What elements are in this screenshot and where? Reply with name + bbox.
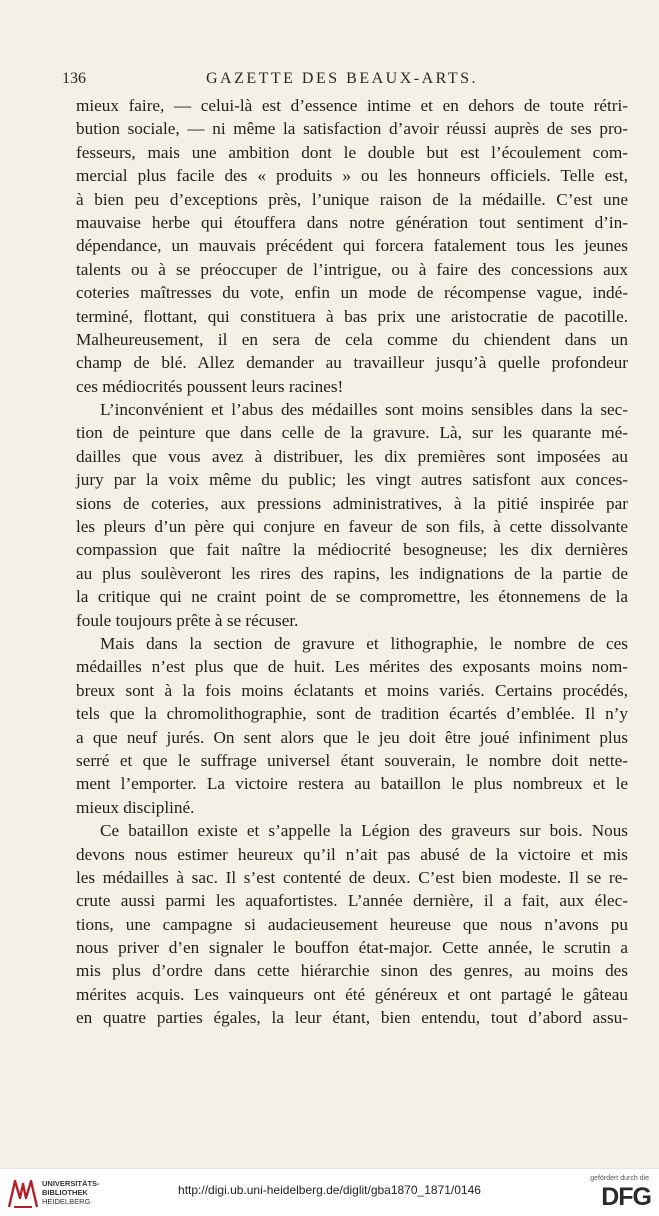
text-line: compassion que fait naître la médiocrité besogneuse; les dix dernières bbox=[76, 540, 628, 560]
paragraph bbox=[76, 819, 628, 1030]
text-line: crute aussi parmi les aquafortistes. L’année dernière, il a fait, aux élec- bbox=[76, 891, 628, 911]
text-line: en quatre parties égales, la leur étant, bien entendu, tout d’abord assu- bbox=[76, 1008, 628, 1028]
permalink-url[interactable]: http://digi.ub.uni-heidelberg.de/diglit/gba1870_1871/0146 bbox=[178, 1183, 481, 1197]
library-name-line: HEIDELBERG bbox=[42, 1197, 91, 1206]
text-line: dépendance, un mauvais précédent qui forcera fatalement tous les jeunes bbox=[76, 236, 628, 256]
paragraph bbox=[76, 632, 628, 819]
text-line: talents ou à se préoccuper de l’intrigue, ou à faire des concessions aux bbox=[76, 259, 628, 279]
text-line: mieux discipliné. bbox=[76, 797, 195, 817]
text-line: médailles n’est plus que de huit. Les mérites des exposants moins nom- bbox=[76, 657, 628, 677]
text-line: tels que la chromolithographie, sont de tradition écartés d’emblée. Il n’y bbox=[76, 704, 628, 724]
text-line: terminé, flottant, qui constituera à bas prix une aristocratie de pacotille. bbox=[76, 306, 628, 326]
text-line: mercial plus facile des « produits » ou les honneurs officiels. Telle est, bbox=[76, 166, 628, 186]
text-line: sions de coteries, aux pressions administratives, à la pitié inspirée par bbox=[76, 493, 628, 513]
text-line: mérites acquis. Les vainqueurs ont été généreux et ont partagé le gâteau bbox=[76, 984, 628, 1004]
text-line: coteries maîtresses du vote, enfin un mode de récompense vague, indé- bbox=[76, 283, 628, 303]
text-line: dailles que vous avez à distribuer, les dix premières sont imposées au bbox=[76, 446, 628, 466]
running-head bbox=[62, 70, 622, 94]
text-line: à bien peu d’exceptions près, l’unique raison de la médaille. C’est une bbox=[76, 189, 628, 209]
text-line: devons nous estimer heureux qu’il n’ait pas abusé de la victoire et mis bbox=[76, 844, 628, 864]
article-body bbox=[76, 94, 628, 1030]
text-line: mis plus d’ordre dans cette hiérarchie sinon des genres, au moins des bbox=[76, 961, 628, 981]
text-line: la critique qui ne craint point de se compromettre, les étonnemens de la bbox=[76, 587, 628, 607]
text-line: champ de blé. Allez demander au travailleur jusqu’à quelle profondeur bbox=[76, 353, 628, 373]
text-line: Malheureusement, il en sera de cela comme du chiendent dans un bbox=[76, 329, 628, 349]
dfg-logo: DFG bbox=[601, 1183, 651, 1211]
digitization-footer bbox=[0, 1168, 659, 1216]
text-line: les pleurs d’un père qui conjure en faveur de son fils, à cette dissolvante bbox=[76, 517, 628, 537]
library-name-line: UNIVERSITÄTS- bbox=[42, 1179, 100, 1188]
library-name-line: BIBLIOTHEK bbox=[42, 1188, 88, 1197]
journal-title: GAZETTE DES BEAUX-ARTS. bbox=[205, 70, 479, 87]
text-line: au plus soulèveront les rires des rapins, les indignations de la partie de bbox=[76, 563, 628, 583]
page-number: 136 bbox=[62, 70, 86, 87]
text-line: les médailles à sac. Il s’est contenté de deux. C’est bien modeste. Il se re- bbox=[76, 867, 628, 887]
text-line: jury par la voix même du public; les vingt autres satisfont aux conces- bbox=[76, 470, 628, 490]
text-line: Mais dans la section de gravure et lithographie, le nombre de ces bbox=[100, 633, 628, 653]
text-line: tions, une campagne si audacieusement heureuse que nous n’avons pu bbox=[76, 914, 628, 934]
text-line: nous priver d’en signaler le bouffon état-major. Cette année, le scrutin a bbox=[76, 938, 628, 958]
text-line: bution sociale, — ni même la satisfaction d’avoir réussi auprès de ses pro- bbox=[76, 119, 628, 139]
text-line: L’inconvénient et l’abus des médailles sont moins sensibles dans la sec- bbox=[100, 400, 628, 420]
text-line: breux sont à la fois moins éclatants et moins variés. Certains procédés, bbox=[76, 680, 628, 700]
sponsor-caption: gefördert durch die bbox=[590, 1175, 649, 1182]
text-line: ment l’emporter. La victoire restera au bataillon le plus nombreux et le bbox=[76, 774, 628, 794]
text-line: serré et que le suffrage universel étant souverain, le nombre doit nette- bbox=[76, 750, 628, 770]
text-line: a que neuf jurés. On sent alors que le jeu doit être joué infiniment plus bbox=[76, 727, 628, 747]
text-line: tion de peinture que dans celle de la gravure. Là, sur les quarante mé- bbox=[76, 423, 628, 443]
text-line: fesseurs, mais une ambition dont le double but est l’écoulement com- bbox=[76, 142, 628, 162]
text-line: foule toujours prête à se récuser. bbox=[76, 610, 299, 630]
paragraph bbox=[76, 398, 628, 632]
text-line: ces médiocrités poussent leurs racines! bbox=[76, 376, 344, 396]
paragraph bbox=[76, 94, 628, 398]
text-line: Ce bataillon existe et s’appelle la Légion des graveurs sur bois. Nous bbox=[100, 821, 628, 841]
text-line: mieux faire, — celui-là est d’essence intime et en dehors de toute rétri- bbox=[76, 96, 628, 115]
text-line: mauvaise herbe qui étouffera dans notre génération tout sentiment d’in- bbox=[76, 212, 628, 232]
